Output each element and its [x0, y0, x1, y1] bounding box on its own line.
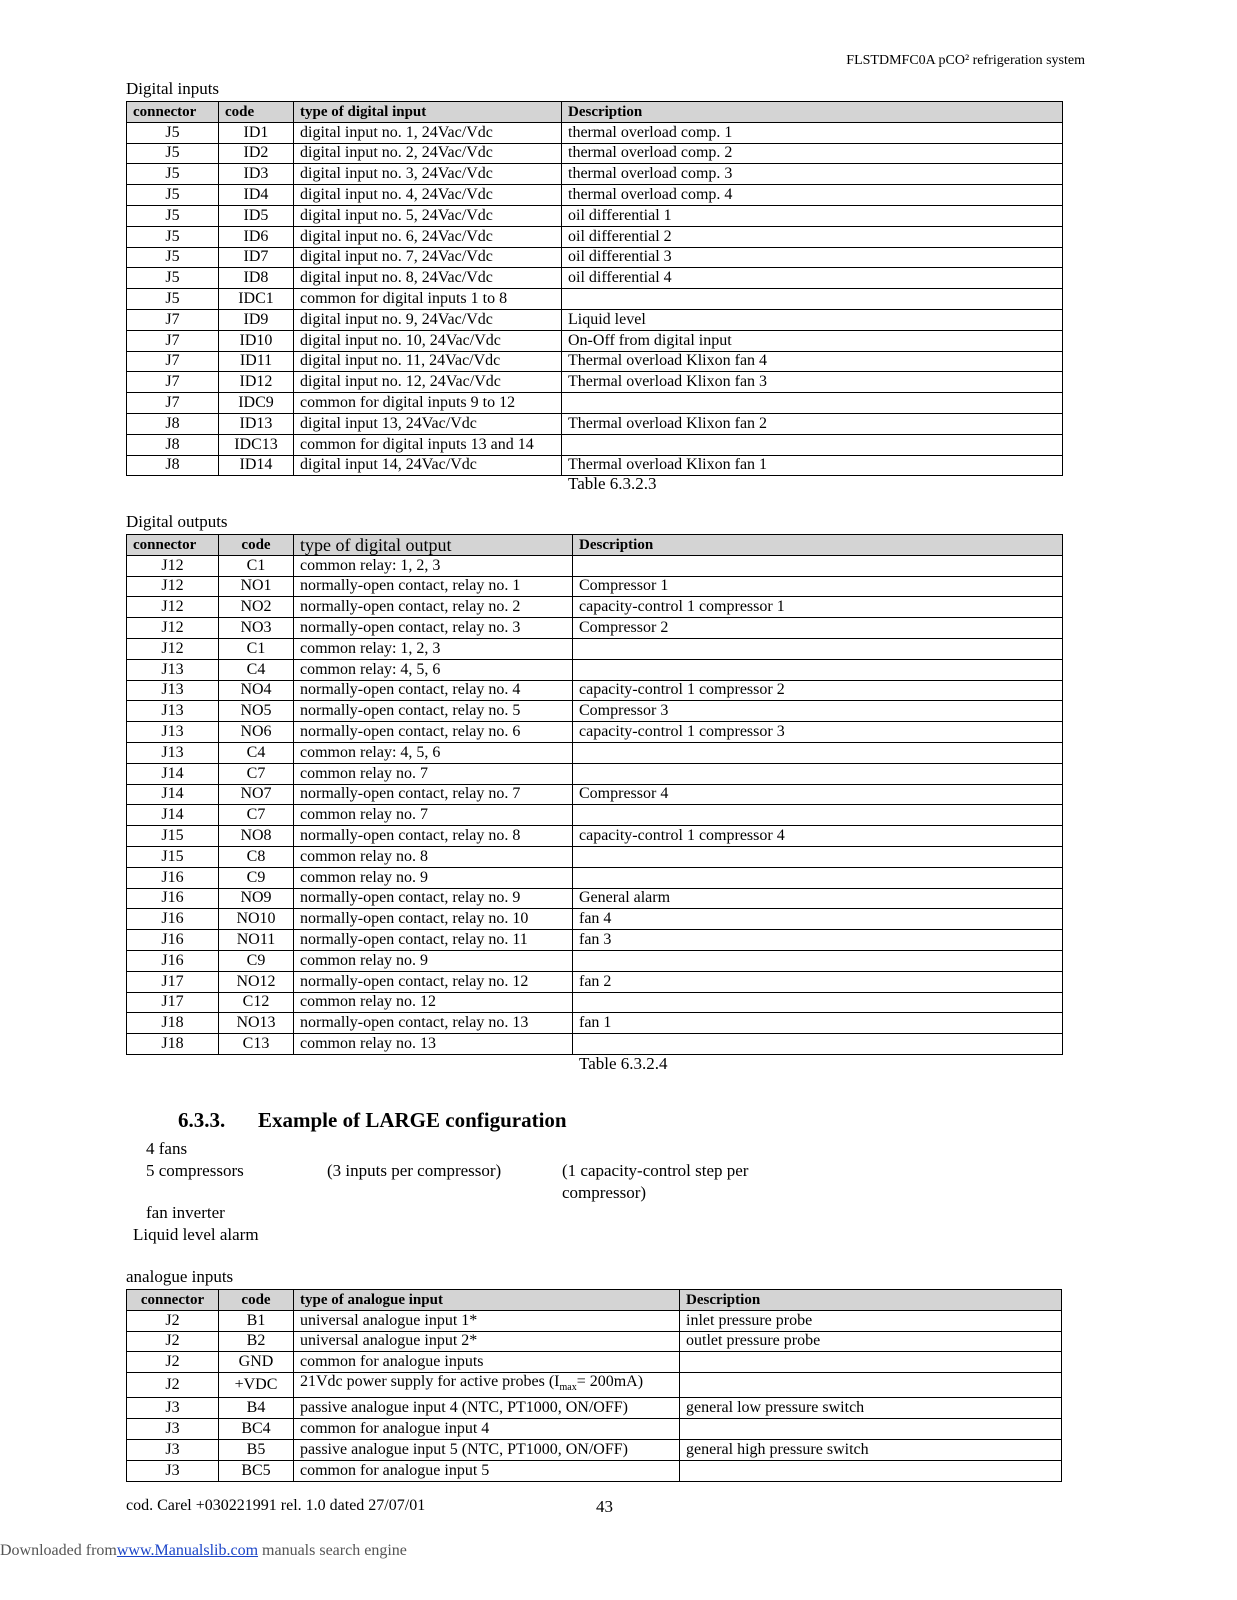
code-cell: NO7: [219, 784, 294, 805]
code-cell: C8: [219, 846, 294, 867]
description-cell: fan 2: [573, 971, 1063, 992]
table-row: [127, 1352, 1062, 1373]
connector-cell: J3: [127, 1439, 219, 1460]
description-cell: General alarm: [573, 888, 1063, 909]
table-row: [127, 393, 1063, 414]
type-cell: common for digital inputs 1 to 8: [294, 289, 562, 310]
code-cell: +VDC: [219, 1373, 294, 1398]
digital-outputs-table: [126, 534, 1063, 1055]
description-cell: [573, 805, 1063, 826]
type-cell: common relay no. 9: [294, 950, 573, 971]
code-cell: ID2: [219, 143, 294, 164]
description-cell: [562, 434, 1063, 455]
code-cell: C1: [219, 555, 294, 576]
download-suffix: manuals search engine: [258, 1542, 407, 1559]
table-row: [127, 930, 1063, 951]
code-cell: NO6: [219, 722, 294, 743]
code-cell: C4: [219, 659, 294, 680]
column-header: connector: [127, 1290, 219, 1311]
type-cell: common relay: 4, 5, 6: [294, 659, 573, 680]
connector-cell: J2: [127, 1310, 219, 1331]
code-cell: ID3: [219, 164, 294, 185]
table-row: [127, 185, 1063, 206]
config-capacity-step: (1 capacity-control step per: [562, 1161, 749, 1180]
manualslib-link[interactable]: www.Manualslib.com: [116, 1542, 259, 1559]
section-heading: [178, 1108, 567, 1133]
connector-cell: J13: [127, 742, 219, 763]
description-cell: oil differential 2: [562, 226, 1063, 247]
table-row: [127, 372, 1063, 393]
description-cell: thermal overload comp. 1: [562, 122, 1063, 143]
connector-cell: J7: [127, 372, 219, 393]
description-cell: [680, 1373, 1062, 1398]
type-cell: common relay: 1, 2, 3: [294, 638, 573, 659]
description-cell: Thermal overload Klixon fan 4: [562, 351, 1063, 372]
config-compressors: 5 compressors: [146, 1161, 244, 1180]
connector-cell: J16: [127, 888, 219, 909]
table-row: [127, 143, 1063, 164]
connector-cell: J5: [127, 268, 219, 289]
column-header: Description: [680, 1290, 1062, 1311]
connector-cell: J7: [127, 351, 219, 372]
table-row: [127, 680, 1063, 701]
table-row: [127, 122, 1063, 143]
type-cell: common relay no. 7: [294, 805, 573, 826]
column-header: connector: [127, 102, 219, 123]
table-row: [127, 742, 1063, 763]
code-cell: ID13: [219, 413, 294, 434]
digital-outputs-label: Digital outputs: [126, 512, 228, 531]
type-cell: normally-open contact, relay no. 9: [294, 888, 573, 909]
connector-cell: J12: [127, 638, 219, 659]
connector-cell: J16: [127, 950, 219, 971]
connector-cell: J18: [127, 1013, 219, 1034]
table-row: [127, 434, 1063, 455]
code-cell: IDC13: [219, 434, 294, 455]
connector-cell: J8: [127, 455, 219, 476]
table-row: [127, 659, 1063, 680]
column-header: type of digital input: [294, 102, 562, 123]
table-row: [127, 597, 1063, 618]
description-cell: [573, 992, 1063, 1013]
table-row: [127, 1013, 1063, 1034]
description-cell: Compressor 2: [573, 618, 1063, 639]
table-row: [127, 950, 1063, 971]
code-cell: BC5: [219, 1460, 294, 1481]
connector-cell: J5: [127, 164, 219, 185]
table-row: [127, 268, 1063, 289]
code-cell: ID9: [219, 309, 294, 330]
type-cell: universal analogue input 1*: [294, 1310, 680, 1331]
table-row: [127, 992, 1063, 1013]
config-capacity-step-cont: compressor): [562, 1183, 647, 1202]
code-cell: ID14: [219, 455, 294, 476]
type-cell: normally-open contact, relay no. 8: [294, 826, 573, 847]
table-row: [127, 205, 1063, 226]
type-cell: normally-open contact, relay no. 7: [294, 784, 573, 805]
type-cell: common relay no. 7: [294, 763, 573, 784]
description-cell: Thermal overload Klixon fan 2: [562, 413, 1063, 434]
table-row: [127, 888, 1063, 909]
type-cell: common relay no. 8: [294, 846, 573, 867]
type-cell: digital input no. 2, 24Vac/Vdc: [294, 143, 562, 164]
connector-cell: J8: [127, 413, 219, 434]
description-cell: [573, 763, 1063, 784]
description-cell: [573, 950, 1063, 971]
type-cell: digital input no. 5, 24Vac/Vdc: [294, 205, 562, 226]
description-cell: [573, 1034, 1063, 1055]
description-cell: Compressor 3: [573, 701, 1063, 722]
column-header: connector: [127, 535, 219, 556]
type-cell: common relay: 4, 5, 6: [294, 742, 573, 763]
config-inputs-per-compressor: (3 inputs per compressor): [327, 1161, 502, 1180]
type-cell: normally-open contact, relay no. 5: [294, 701, 573, 722]
description-cell: capacity-control 1 compressor 3: [573, 722, 1063, 743]
connector-cell: J7: [127, 330, 219, 351]
connector-cell: J5: [127, 247, 219, 268]
type-cell: digital input no. 8, 24Vac/Vdc: [294, 268, 562, 289]
digital-inputs-label: Digital inputs: [126, 79, 220, 98]
connector-cell: J12: [127, 576, 219, 597]
type-cell: digital input no. 1, 24Vac/Vdc: [294, 122, 562, 143]
description-cell: Thermal overload Klixon fan 3: [562, 372, 1063, 393]
type-cell: normally-open contact, relay no. 11: [294, 930, 573, 951]
code-cell: ID12: [219, 372, 294, 393]
column-header: code: [219, 535, 294, 556]
column-header: Description: [573, 535, 1063, 556]
description-cell: oil differential 1: [562, 205, 1063, 226]
table-row: [127, 846, 1063, 867]
code-cell: IDC1: [219, 289, 294, 310]
description-cell: oil differential 3: [562, 247, 1063, 268]
code-cell: NO10: [219, 909, 294, 930]
type-cell: common for analogue input 5: [294, 1460, 680, 1481]
code-cell: GND: [219, 1352, 294, 1373]
type-cell: common relay no. 12: [294, 992, 573, 1013]
type-text: 21Vdc power supply for active probes (I: [300, 1373, 560, 1391]
type-cell: digital input no. 7, 24Vac/Vdc: [294, 247, 562, 268]
code-cell: NO11: [219, 930, 294, 951]
code-cell: NO12: [219, 971, 294, 992]
digital-inputs-table: [126, 101, 1063, 476]
table-row: [127, 805, 1063, 826]
connector-cell: J16: [127, 867, 219, 888]
type-cell: universal analogue input 2*: [294, 1331, 680, 1352]
description-cell: fan 1: [573, 1013, 1063, 1034]
connector-cell: J13: [127, 680, 219, 701]
table-row: [127, 309, 1063, 330]
type-cell: normally-open contact, relay no. 1: [294, 576, 573, 597]
section-title: Example of LARGE configuration: [258, 1108, 567, 1132]
column-header: code: [219, 1290, 294, 1311]
code-cell: C4: [219, 742, 294, 763]
analogue-inputs-table: [126, 1289, 1062, 1482]
table-row: [127, 1419, 1062, 1440]
table-row: [127, 763, 1063, 784]
connector-cell: J12: [127, 555, 219, 576]
type-cell: common relay no. 9: [294, 867, 573, 888]
type-cell: common relay no. 13: [294, 1034, 573, 1055]
table-row: [127, 867, 1063, 888]
type-cell: digital input no. 10, 24Vac/Vdc: [294, 330, 562, 351]
code-cell: NO2: [219, 597, 294, 618]
connector-cell: J3: [127, 1398, 219, 1419]
connector-cell: J3: [127, 1460, 219, 1481]
table-row: [127, 1310, 1062, 1331]
connector-cell: J15: [127, 826, 219, 847]
connector-cell: J5: [127, 143, 219, 164]
connector-cell: J3: [127, 1419, 219, 1440]
connector-cell: J14: [127, 763, 219, 784]
description-cell: fan 4: [573, 909, 1063, 930]
column-header: type of digital output: [294, 535, 573, 556]
table-caption: Table 6.3.2.3: [568, 474, 657, 493]
code-cell: C12: [219, 992, 294, 1013]
code-cell: B2: [219, 1331, 294, 1352]
code-cell: ID4: [219, 185, 294, 206]
connector-cell: J8: [127, 434, 219, 455]
description-cell: capacity-control 1 compressor 2: [573, 680, 1063, 701]
description-cell: [573, 638, 1063, 659]
type-cell: normally-open contact, relay no. 12: [294, 971, 573, 992]
table-row: [127, 555, 1063, 576]
description-cell: [680, 1419, 1062, 1440]
connector-cell: J2: [127, 1373, 219, 1398]
code-cell: ID11: [219, 351, 294, 372]
connector-cell: J2: [127, 1331, 219, 1352]
code-cell: ID1: [219, 122, 294, 143]
code-cell: ID7: [219, 247, 294, 268]
description-cell: Thermal overload Klixon fan 1: [562, 455, 1063, 476]
code-cell: IDC9: [219, 393, 294, 414]
code-cell: BC4: [219, 1419, 294, 1440]
description-cell: thermal overload comp. 4: [562, 185, 1063, 206]
code-cell: C7: [219, 805, 294, 826]
connector-cell: J12: [127, 597, 219, 618]
table-row: [127, 1460, 1062, 1481]
type-cell: common for analogue input 4: [294, 1419, 680, 1440]
page-number: 43: [596, 1497, 613, 1516]
description-cell: oil differential 4: [562, 268, 1063, 289]
connector-cell: J16: [127, 909, 219, 930]
description-cell: thermal overload comp. 2: [562, 143, 1063, 164]
analogue-inputs-label: analogue inputs: [126, 1267, 234, 1286]
footer-code: cod. Carel +030221991 rel. 1.0 dated 27/07/01: [126, 1497, 426, 1514]
description-cell: [573, 846, 1063, 867]
type-cell: digital input no. 12, 24Vac/Vdc: [294, 372, 562, 393]
table-row: [127, 413, 1063, 434]
connector-cell: J5: [127, 205, 219, 226]
description-cell: [573, 659, 1063, 680]
description-cell: [562, 393, 1063, 414]
column-header: Description: [562, 102, 1063, 123]
table-row: [127, 289, 1063, 310]
connector-cell: J12: [127, 618, 219, 639]
connector-cell: J13: [127, 722, 219, 743]
table-row: [127, 1398, 1062, 1419]
code-cell: ID8: [219, 268, 294, 289]
description-cell: outlet pressure probe: [680, 1331, 1062, 1352]
table-row: [127, 1439, 1062, 1460]
connector-cell: J2: [127, 1352, 219, 1373]
config-fans: 4 fans: [146, 1139, 188, 1158]
type-cell: common relay: 1, 2, 3: [294, 555, 573, 576]
description-cell: On-Off from digital input: [562, 330, 1063, 351]
table-row: [127, 971, 1063, 992]
description-cell: capacity-control 1 compressor 1: [573, 597, 1063, 618]
table-caption: Table 6.3.2.4: [579, 1054, 668, 1073]
type-cell: digital input no. 6, 24Vac/Vdc: [294, 226, 562, 247]
table-row: [127, 909, 1063, 930]
type-subscript: max: [559, 1382, 577, 1394]
description-cell: [573, 742, 1063, 763]
code-cell: NO13: [219, 1013, 294, 1034]
table-row: [127, 351, 1063, 372]
table-row: [127, 1034, 1063, 1055]
connector-cell: J15: [127, 846, 219, 867]
type-cell: normally-open contact, relay no. 4: [294, 680, 573, 701]
description-cell: fan 3: [573, 930, 1063, 951]
description-cell: thermal overload comp. 3: [562, 164, 1063, 185]
download-prefix: Downloaded from: [0, 1542, 117, 1559]
config-fan-inverter: fan inverter: [146, 1203, 225, 1222]
section-number: 6.3.3.: [178, 1108, 226, 1132]
code-cell: C9: [219, 950, 294, 971]
type-cell: normally-open contact, relay no. 10: [294, 909, 573, 930]
code-cell: C13: [219, 1034, 294, 1055]
code-cell: C9: [219, 867, 294, 888]
connector-cell: J14: [127, 784, 219, 805]
connector-cell: J5: [127, 289, 219, 310]
type-cell: common for analogue inputs: [294, 1352, 680, 1373]
table-row: [127, 784, 1063, 805]
description-cell: [680, 1460, 1062, 1481]
table-row: [127, 226, 1063, 247]
table-row: [127, 1373, 1062, 1398]
table-row: [127, 722, 1063, 743]
table-row: [127, 164, 1063, 185]
column-header: code: [219, 102, 294, 123]
type-cell: normally-open contact, relay no. 6: [294, 722, 573, 743]
code-cell: B4: [219, 1398, 294, 1419]
description-cell: general high pressure switch: [680, 1439, 1062, 1460]
type-cell: normally-open contact, relay no. 13: [294, 1013, 573, 1034]
description-cell: Compressor 1: [573, 576, 1063, 597]
code-cell: NO1: [219, 576, 294, 597]
code-cell: ID6: [219, 226, 294, 247]
code-cell: NO4: [219, 680, 294, 701]
column-header: type of analogue input: [294, 1290, 680, 1311]
connector-cell: J14: [127, 805, 219, 826]
code-cell: ID5: [219, 205, 294, 226]
description-cell: Compressor 4: [573, 784, 1063, 805]
description-cell: inlet pressure probe: [680, 1310, 1062, 1331]
description-cell: general low pressure switch: [680, 1398, 1062, 1419]
description-cell: capacity-control 1 compressor 4: [573, 826, 1063, 847]
code-cell: ID10: [219, 330, 294, 351]
type-cell: [294, 1373, 680, 1398]
table-row: [127, 455, 1063, 476]
connector-cell: J5: [127, 122, 219, 143]
connector-cell: J13: [127, 659, 219, 680]
connector-cell: J5: [127, 226, 219, 247]
connector-cell: J18: [127, 1034, 219, 1055]
connector-cell: J7: [127, 393, 219, 414]
connector-cell: J13: [127, 701, 219, 722]
code-cell: B5: [219, 1439, 294, 1460]
type-cell: digital input no. 3, 24Vac/Vdc: [294, 164, 562, 185]
code-cell: NO5: [219, 701, 294, 722]
description-cell: [573, 555, 1063, 576]
code-cell: C1: [219, 638, 294, 659]
code-cell: NO8: [219, 826, 294, 847]
table-row: [127, 330, 1063, 351]
table-row: [127, 638, 1063, 659]
connector-cell: J16: [127, 930, 219, 951]
code-cell: B1: [219, 1310, 294, 1331]
code-cell: NO3: [219, 618, 294, 639]
running-header: FLSTDMFC0A pCO² refrigeration system: [846, 53, 1085, 68]
connector-cell: J17: [127, 971, 219, 992]
type-cell: passive analogue input 4 (NTC, PT1000, ON/OFF): [294, 1398, 680, 1419]
type-cell: digital input 14, 24Vac/Vdc: [294, 455, 562, 476]
type-cell: normally-open contact, relay no. 2: [294, 597, 573, 618]
description-cell: [562, 289, 1063, 310]
type-cell: digital input no. 11, 24Vac/Vdc: [294, 351, 562, 372]
type-cell: digital input no. 9, 24Vac/Vdc: [294, 309, 562, 330]
type-cell: digital input no. 4, 24Vac/Vdc: [294, 185, 562, 206]
type-cell: digital input 13, 24Vac/Vdc: [294, 413, 562, 434]
type-cell: passive analogue input 5 (NTC, PT1000, ON/OFF): [294, 1439, 680, 1460]
description-cell: [680, 1352, 1062, 1373]
table-row: [127, 247, 1063, 268]
type-cell: normally-open contact, relay no. 3: [294, 618, 573, 639]
code-cell: NO9: [219, 888, 294, 909]
table-row: [127, 576, 1063, 597]
description-cell: [573, 867, 1063, 888]
code-cell: C7: [219, 763, 294, 784]
table-row: [127, 701, 1063, 722]
table-row: [127, 618, 1063, 639]
connector-cell: J7: [127, 309, 219, 330]
table-row: [127, 826, 1063, 847]
connector-cell: J17: [127, 992, 219, 1013]
type-text: = 200mA): [576, 1373, 644, 1391]
type-cell: common for digital inputs 13 and 14: [294, 434, 562, 455]
type-cell: common for digital inputs 9 to 12: [294, 393, 562, 414]
connector-cell: J5: [127, 185, 219, 206]
download-note: [0, 1542, 407, 1560]
config-liquid-level: Liquid level alarm: [133, 1225, 259, 1244]
table-row: [127, 1331, 1062, 1352]
description-cell: Liquid level: [562, 309, 1063, 330]
